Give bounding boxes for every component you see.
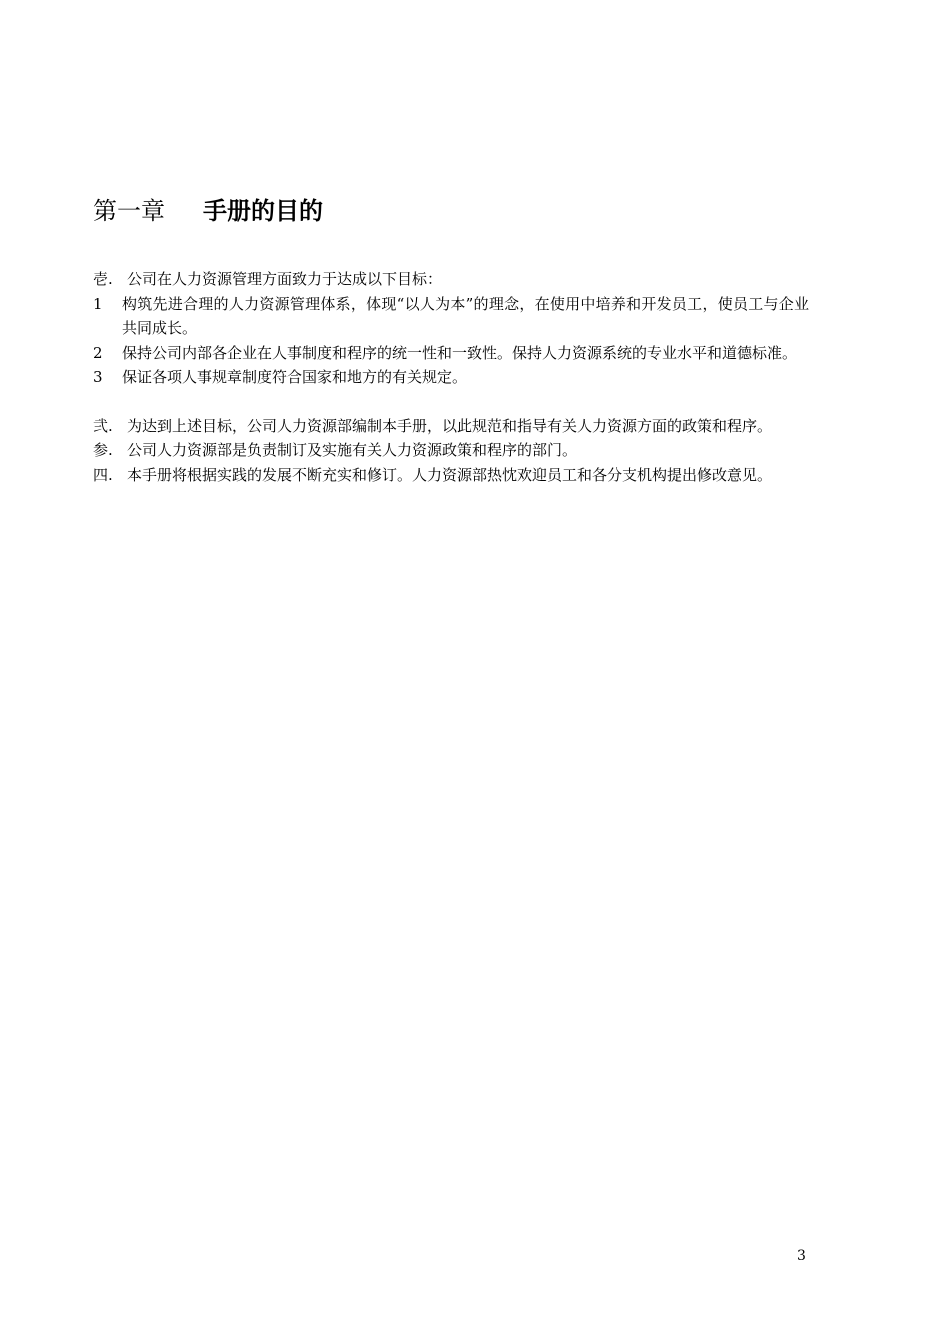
chapter-heading bbox=[93, 196, 323, 226]
goal-item bbox=[93, 292, 809, 341]
section-text: 为达到上述目标，公司人力资源部编制本手册，以此规范和指导有关人力资源方面的政策和程序。 bbox=[127, 416, 773, 435]
goal-item bbox=[93, 365, 809, 390]
page-number: 3 bbox=[797, 1248, 806, 1264]
section-text: 公司人力资源部是负责制订及实施有关人力资源政策和程序的部门。 bbox=[127, 441, 578, 459]
section-marker: 弐. bbox=[93, 416, 113, 435]
section-marker: 四. bbox=[93, 465, 113, 484]
section-3 bbox=[93, 438, 809, 463]
goal-item bbox=[93, 341, 809, 366]
goal-item-text: 保证各项人事规章制度符合国家和地方的有关规定。 bbox=[122, 368, 468, 386]
goal-item-number: 2 bbox=[93, 343, 103, 362]
chapter-number: 第一章 bbox=[93, 197, 165, 225]
goal-item-number: 3 bbox=[93, 368, 103, 386]
section-text: 本手册将根据实践的发展不断充实和修订。人力资源部热忱欢迎员工和各分支机构提出修改意见。 bbox=[127, 465, 773, 484]
goal-item-text: 保持公司内部各企业在人事制度和程序的统一性和一致性。保持人力资源系统的专业水平和道德标准。 bbox=[122, 343, 798, 362]
section-text: 公司在人力资源管理方面致力于达成以下目标： bbox=[127, 270, 443, 288]
section-2 bbox=[93, 414, 809, 439]
goal-item-text: 构筑先进合理的人力资源管理体系，体现“以人为本”的理念，在使用中培养和开发员工，使员工与企业共同成长。 bbox=[122, 294, 809, 337]
section-4 bbox=[93, 463, 809, 488]
chapter-title: 手册的目的 bbox=[203, 197, 323, 225]
section-1 bbox=[93, 267, 809, 292]
section-marker: 参. bbox=[93, 441, 113, 459]
section-marker: 壱. bbox=[93, 270, 113, 288]
paragraph-gap bbox=[93, 390, 809, 414]
chapter-body bbox=[93, 267, 809, 487]
goal-item-number: 1 bbox=[93, 294, 103, 313]
